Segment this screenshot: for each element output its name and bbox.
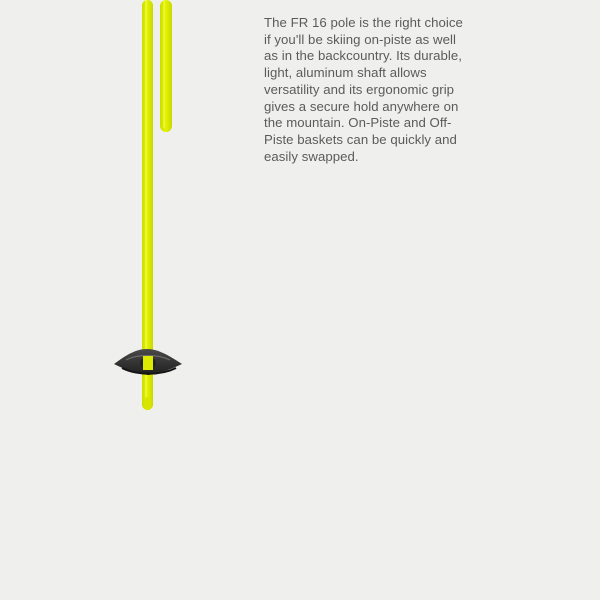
secondary-pole-shaft <box>160 0 172 132</box>
secondary-pole-highlight <box>163 0 165 128</box>
secondary-pole <box>160 0 172 132</box>
main-pole-shaft <box>142 0 153 410</box>
main-pole <box>142 0 153 410</box>
pole-tip <box>144 397 151 410</box>
main-pole-highlight <box>145 0 147 408</box>
powder-basket <box>114 349 182 375</box>
basket-hub-shaft-window <box>143 356 153 370</box>
product-description: The FR 16 pole is the right choice if you'll be skiing on-piste as well as in the backcountry. Its durable, light, aluminum shaft allows versatility and its ergonomic grip gives a secure hold anywhere on the mountain. On-Piste and Off- Piste baskets can be quickly and easily swapped. <box>264 15 463 164</box>
